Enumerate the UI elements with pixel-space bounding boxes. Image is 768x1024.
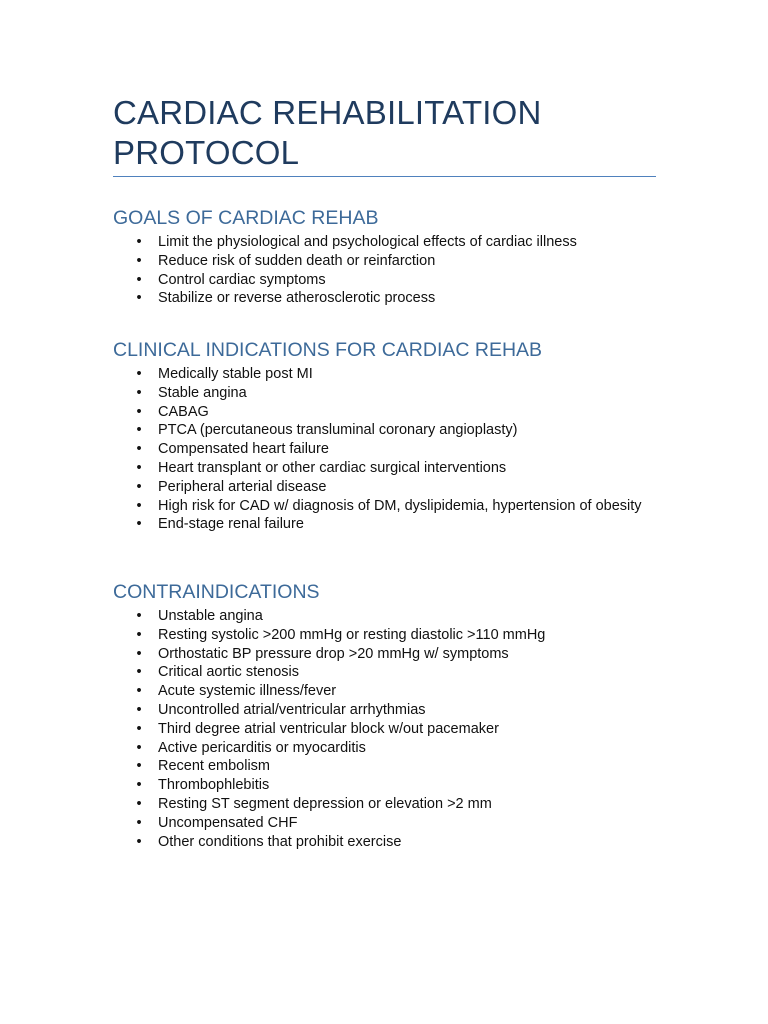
list-item [113,720,673,739]
list-item [113,515,673,534]
bullet-icon: • [136,701,142,718]
bullet-icon: • [136,252,142,269]
list-item-text: Stabilize or reverse atherosclerotic process [158,290,436,307]
list-item-text: Orthostatic BP pressure drop >20 mmHg w/ symptoms [158,645,509,662]
bullet-list [113,233,673,308]
list-item-text: Resting systolic >200 mmHg or resting diastolic >110 mmHg [158,626,546,643]
list-item-text: Thrombophlebitis [158,777,270,794]
bullet-icon: • [136,497,142,514]
bullet-icon: • [136,403,142,420]
bullet-icon: • [136,720,142,737]
list-item [113,459,673,478]
bullet-icon: • [136,626,142,643]
bullet-icon: • [136,290,142,307]
list-item [113,440,673,459]
list-item-text: Resting ST segment depression or elevation >2 mm [158,795,492,812]
bullet-icon: • [136,777,142,794]
section-clinical-indications [113,338,673,534]
list-item-text: Third degree atrial ventricular block w/out pacemaker [158,720,499,737]
bullet-icon: • [136,459,142,476]
list-item-text: Active pericarditis or myocarditis [158,739,366,756]
list-item-text: Reduce risk of sudden death or reinfarction [158,252,436,269]
list-item-text: Heart transplant or other cardiac surgical interventions [158,459,507,476]
page-title: CARDIAC REHABILITATION PROTOCOL [113,94,542,171]
bullet-icon: • [136,441,142,458]
list-item [113,739,673,758]
list-item-text: Stable angina [158,384,247,401]
bullet-icon: • [136,795,142,812]
bullet-icon: • [136,645,142,662]
list-item [113,497,673,516]
list-item [113,607,673,626]
list-item-text: Uncontrolled atrial/ventricular arrhythmias [158,701,426,718]
bullet-icon: • [136,833,142,850]
list-item [113,421,673,440]
list-item-text: Uncompensated CHF [158,814,298,831]
list-item-text: Recent embolism [158,758,271,775]
list-item-text: Compensated heart failure [158,441,329,458]
bullet-icon: • [136,758,142,775]
bullet-icon: • [136,664,142,681]
bullet-icon: • [136,422,142,439]
list-item-text: PTCA (percutaneous transluminal coronary angioplasty) [158,422,518,439]
section-contraindications [113,580,673,851]
list-item [113,682,673,701]
bullet-icon: • [136,478,142,495]
bullet-icon: • [136,234,142,250]
list-item [113,701,673,720]
list-item [113,365,673,384]
list-item [113,289,673,308]
bullet-icon: • [136,739,142,756]
list-item-text: Unstable angina [158,608,263,624]
bullet-icon: • [136,366,142,382]
bullet-icon: • [136,814,142,831]
list-item [113,233,673,252]
bullet-list [113,607,673,851]
bullet-icon: • [136,608,142,624]
list-item [113,384,673,403]
title-divider [113,176,656,177]
list-item-text: Other conditions that prohibit exercise [158,833,402,850]
list-item [113,663,673,682]
section-goals [113,206,673,308]
list-item [113,478,673,497]
list-item-text: High risk for CAD w/ diagnosis of DM, dyslipidemia, hypertension of obesity [158,497,642,514]
list-item-text: Limit the physiological and psychological effects of cardiac illness [158,234,577,250]
list-item [113,645,673,664]
list-item [113,795,673,814]
list-item [113,757,673,776]
list-item-text: Medically stable post MI [158,366,313,382]
list-item [113,271,673,290]
list-item [113,252,673,271]
bullet-icon: • [136,516,142,533]
bullet-icon: • [136,683,142,700]
list-item-text: Acute systemic illness/fever [158,683,337,700]
list-item-text: CABAG [158,403,209,420]
bullet-icon: • [136,384,142,401]
list-item-text: Peripheral arterial disease [158,478,327,495]
list-item [113,776,673,795]
list-item [113,403,673,422]
list-item-text: Critical aortic stenosis [158,664,300,681]
list-item [113,814,673,833]
section-heading: CONTRAINDICATIONS [113,581,320,603]
list-item-text: End-stage renal failure [158,516,304,533]
bullet-icon: • [136,271,142,288]
section-heading: GOALS OF CARDIAC REHAB [113,207,379,229]
list-item [113,833,673,852]
bullet-list [113,365,673,534]
list-item [113,626,673,645]
section-heading: CLINICAL INDICATIONS FOR CARDIAC REHAB [113,339,543,361]
list-item-text: Control cardiac symptoms [158,271,326,288]
